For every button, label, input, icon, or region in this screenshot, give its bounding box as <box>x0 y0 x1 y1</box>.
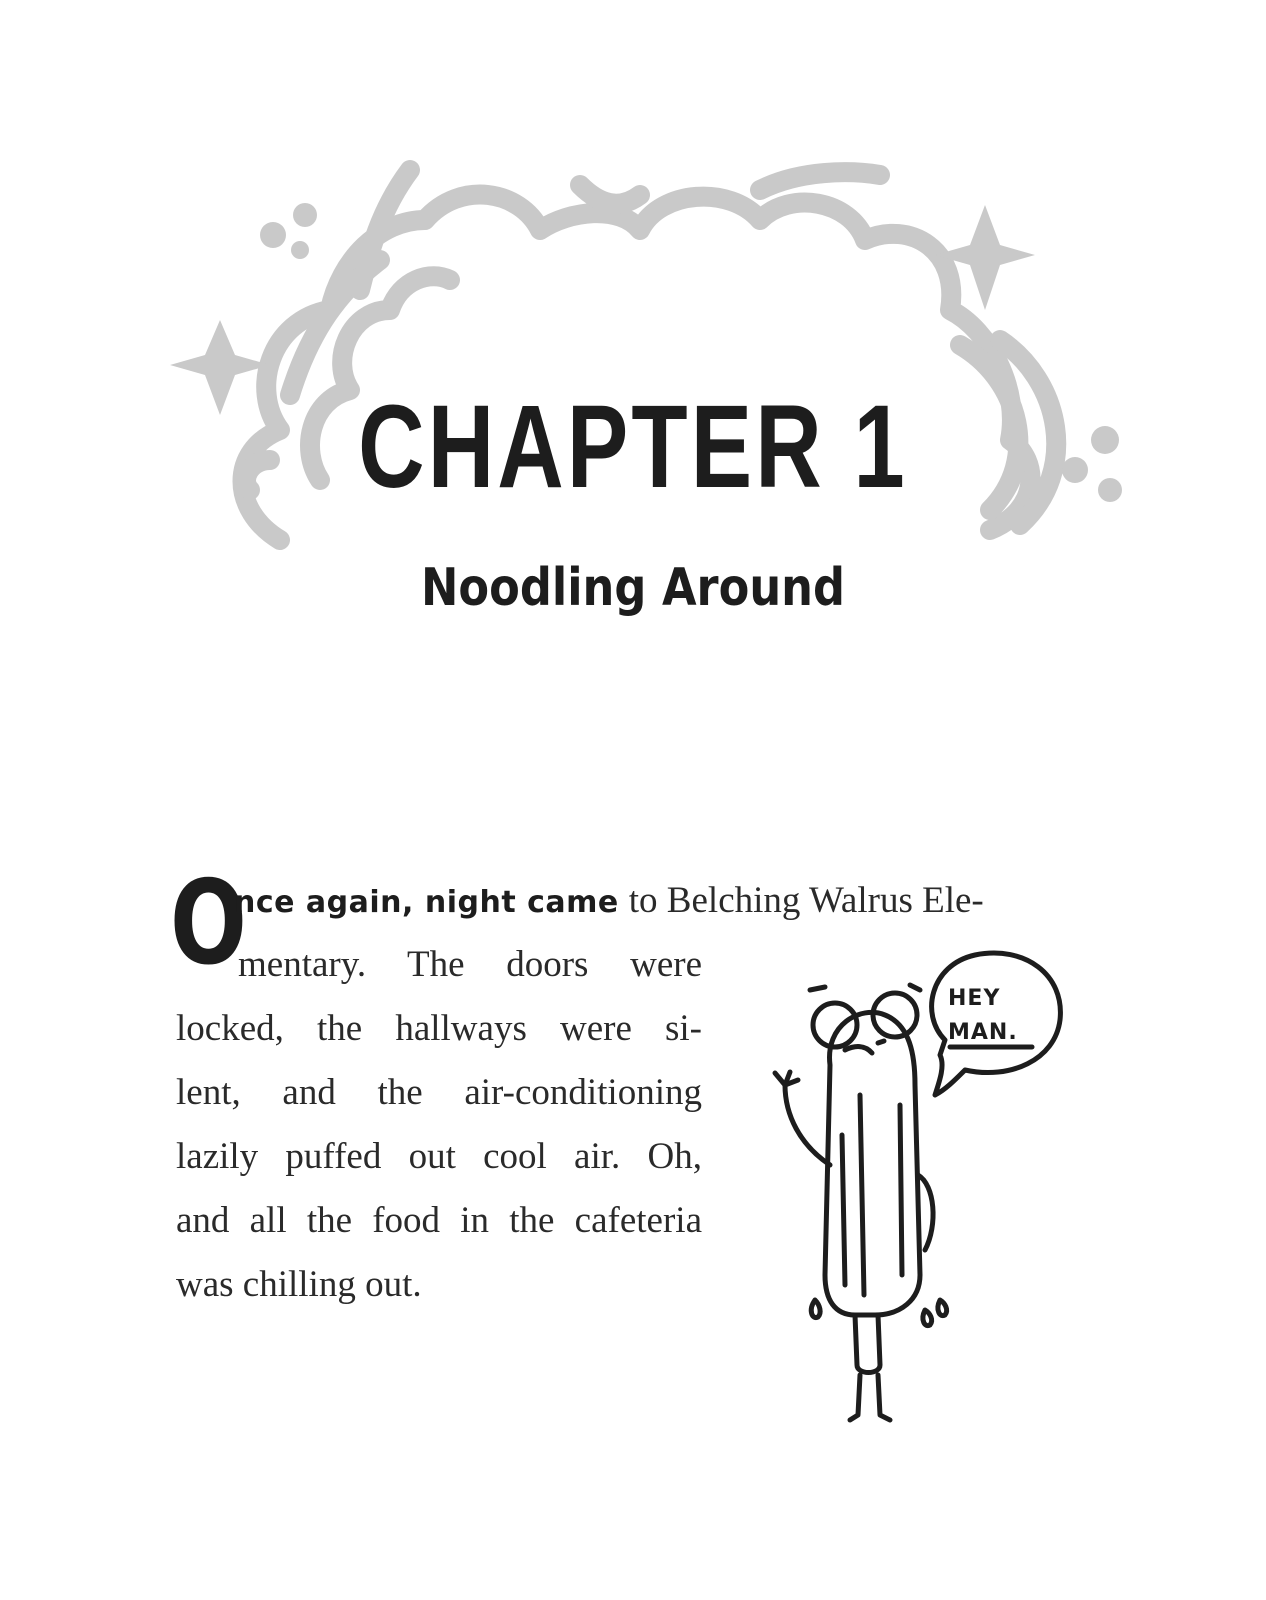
body-line: was chilling out. <box>176 1264 422 1305</box>
body-line: lazily puffed out cool air. Oh, <box>176 1136 702 1177</box>
chapter-subtitle: Noodling Around <box>420 558 846 618</box>
body-line: mentary. The doors were <box>238 944 702 985</box>
lead-in-text: nce again, night came <box>234 885 619 920</box>
drop-cap: O <box>170 856 247 991</box>
speech-bubble-line-2: MAN. <box>948 1020 1018 1045</box>
ice-pop-character-illustration <box>760 945 1100 1435</box>
chapter-title: CHAPTER 1 <box>358 381 908 513</box>
body-line: locked, the hallways were si- <box>176 1008 702 1049</box>
body-line: and all the food in the cafeteria <box>176 1200 702 1241</box>
first-line-text: to Belching Walrus Ele- <box>628 880 984 921</box>
body-line: lent, and the air-conditioning <box>176 1072 702 1113</box>
speech-bubble-line-1: HEY <box>948 986 1001 1011</box>
first-line <box>234 878 1134 926</box>
